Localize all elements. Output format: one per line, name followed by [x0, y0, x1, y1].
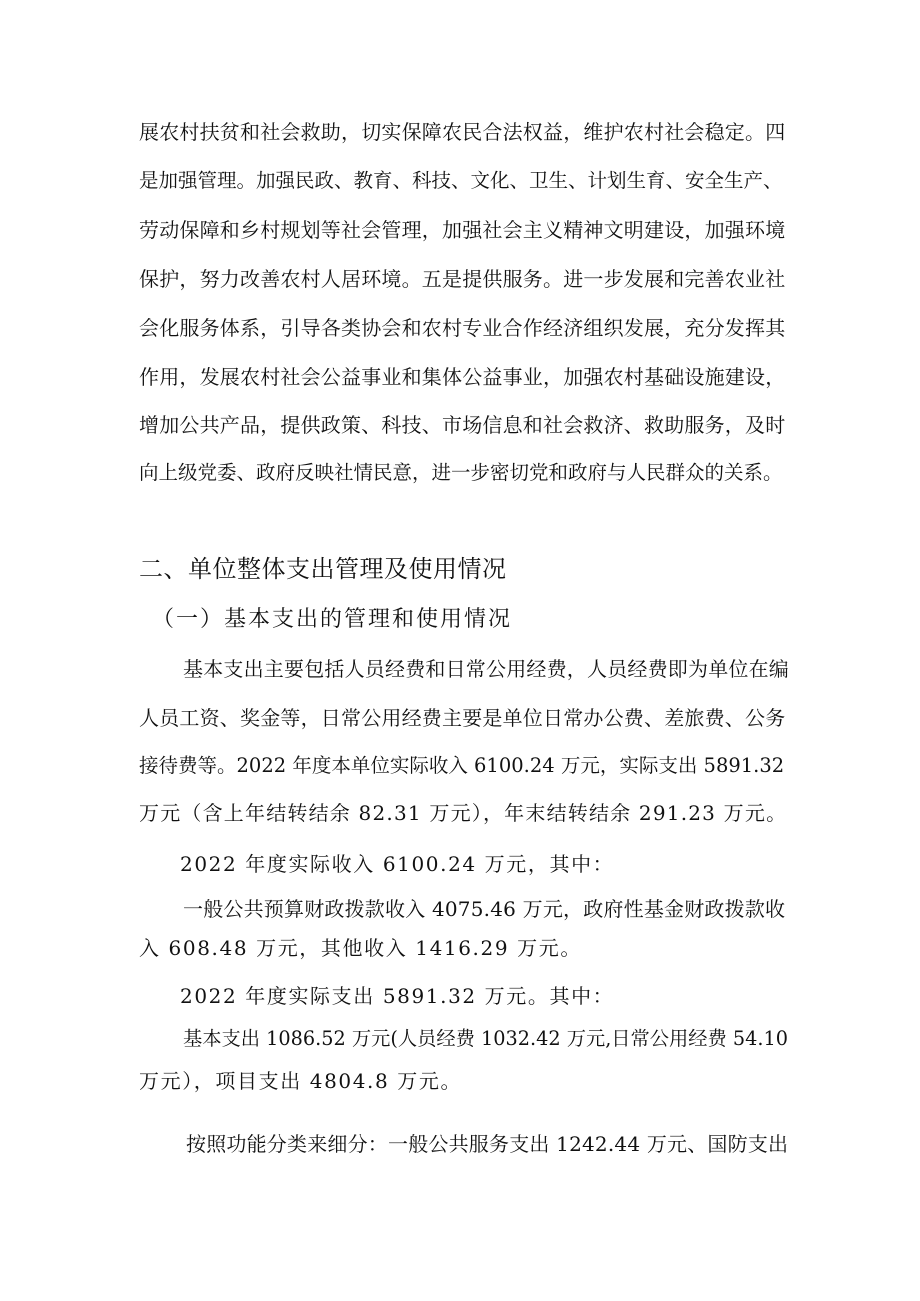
paragraph-line: 基本支出 1086.52 万元(人员经费 1032.42 万元,日常公用经费 54.10	[183, 1027, 789, 1050]
paragraph-line: 向上级党委、政府反映社情民意，进一步密切党和政府与人民群众的关系。	[139, 461, 783, 484]
paragraph-line: 2022 年度实际收入 6100.24 万元，其中：	[180, 852, 615, 876]
paragraph-line: 按照功能分类来细分：一般公共服务支出 1242.44 万元、国防支出	[186, 1132, 789, 1156]
paragraph-line: 劳动保障和乡村规划等社会管理，加强社会主义精神文明建设，加强环境	[139, 218, 786, 242]
paragraph-line: 接待费等。2022 年度本单位实际收入 6100.24 万元，实际支出 5891.32	[139, 754, 785, 777]
subsection-heading: （一）基本支出的管理和使用情况	[152, 607, 513, 632]
paragraph-line: 增加公共产品，提供政策、科技、市场信息和社会救济、救助服务，及时	[139, 413, 786, 437]
paragraph-line: 2022 年度实际支出 5891.32 万元。其中：	[180, 984, 615, 1008]
paragraph-line: 是加强管理。加强民政、教育、科技、文化、卫生、计划生育、安全生产、	[139, 169, 783, 192]
paragraph-line: 入 608.48 万元，其他收入 1416.29 万元。	[139, 936, 582, 960]
paragraph-line: 保护，努力改善农村人居环境。五是提供服务。进一步发展和完善农业社	[139, 267, 786, 291]
paragraph-line: 作用，发展农村社会公益事业和集体公益事业，加强农村基础设施建设，	[139, 365, 786, 389]
paragraph-line: 人员工资、奖金等，日常公用经费主要是单位日常办公费、差旅费、公务	[139, 706, 786, 730]
paragraph-line: 会化服务体系，引导各类协会和农村专业合作经济组织发展，充分发挥其	[139, 316, 786, 340]
paragraph-line: 基本支出主要包括人员经费和日常公用经费，人员经费即为单位在编	[183, 657, 789, 681]
paragraph-line: 万元（含上年结转结余 82.31 万元），年末结转结余 291.23 万元。	[139, 801, 788, 825]
paragraph-line: 展农村扶贫和社会救助，切实保障农民合法权益，维护农村社会稳定。四	[139, 120, 786, 144]
paragraph-line: 一般公共预算财政拨款收入 4075.46 万元，政府性基金财政拨款收	[183, 897, 786, 921]
section-heading: 二、单位整体支出管理及使用情况	[139, 555, 507, 583]
paragraph-line: 万元），项目支出 4804.8 万元。	[139, 1069, 463, 1093]
